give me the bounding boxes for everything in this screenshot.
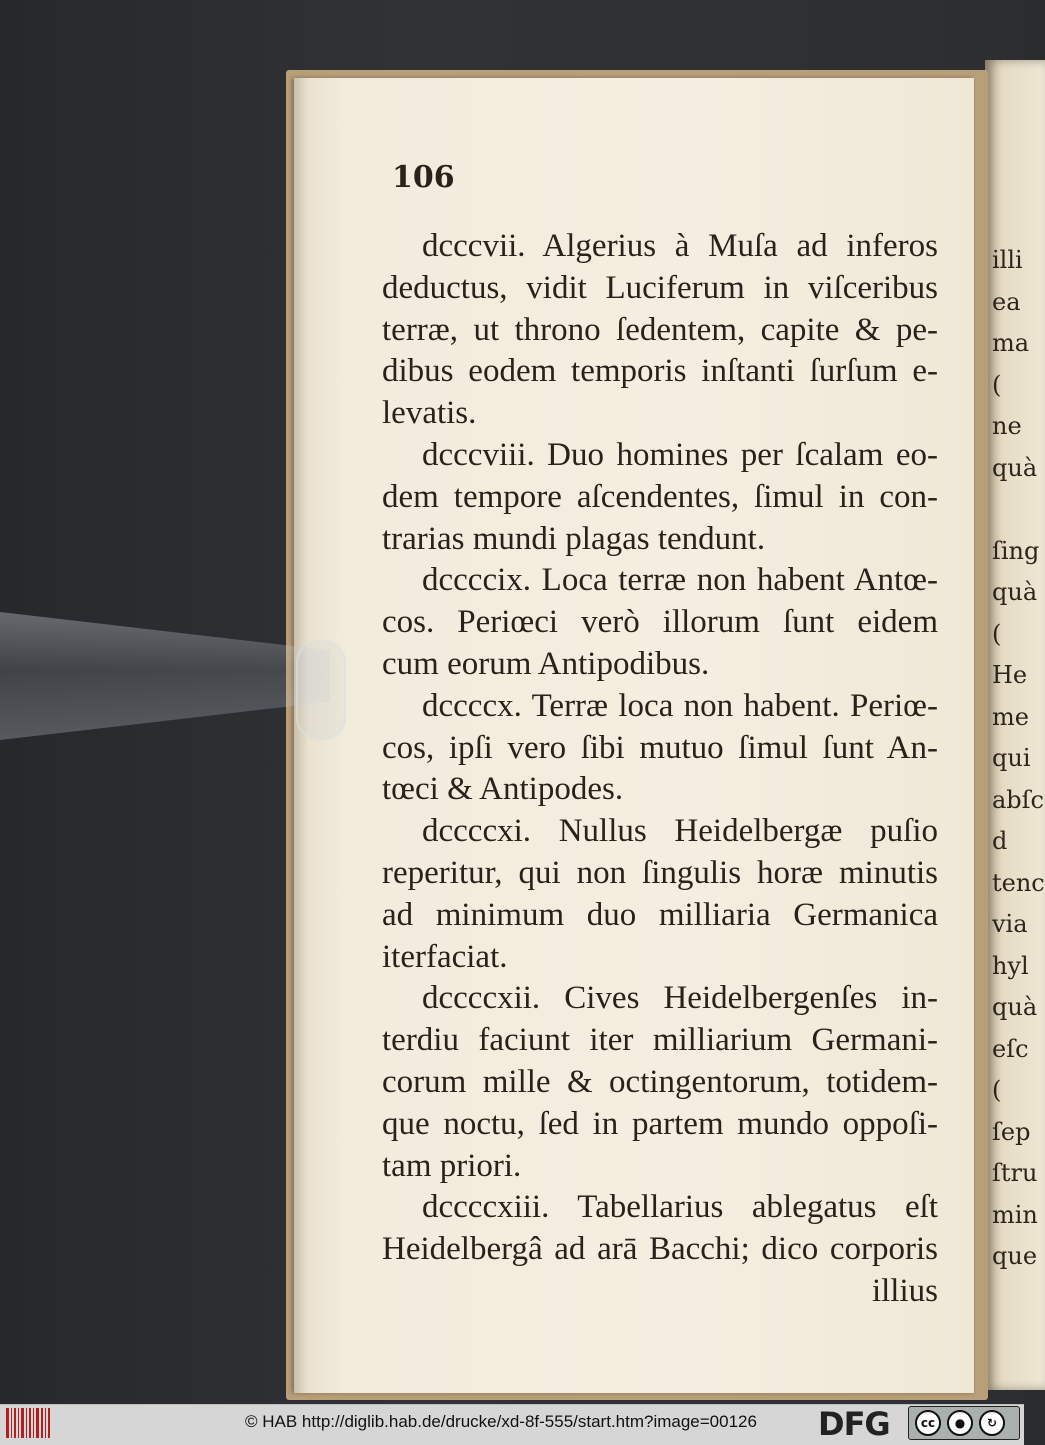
text-line: reperitur, qui non ſingulis horæ minutis [382,854,938,891]
text-line: cos, ipſi vero ſibi mutuo ſimul ſunt An- [382,729,938,766]
text-line: dem tempore aſcendentes, ſimul in con- [382,478,938,515]
text-line: dccccx. Terræ loca non habent. Periœ- [422,687,938,724]
sa-icon: ↻ [979,1410,1005,1436]
text-line: tœci & Antipodes. [382,771,624,808]
text-line: dccccxiii. Tabellarius ablegatus eſt [422,1189,938,1226]
text-line: dcccviii. Duo homines per ſcalam eo- [422,436,938,473]
text-line: dcccvii. Algerius à Muſa ad inferos [422,228,938,264]
page-text-block [382,226,938,1313]
text-line: terræ, ut throno ſedentem, capite & pe- [382,311,938,348]
text-line: trarias mundi plagas tendunt. [382,520,766,557]
text-line: que noctu, ſed in partem mundo oppoſi- [382,1105,938,1142]
text-line: ad minimum duo milliaria Germanica [382,896,938,933]
text-line: Heidelbergâ ad arā Bacchi; dico corporis [382,1231,938,1268]
dfg-logo[interactable]: DFG [818,1405,890,1443]
text-line: tam priori. [382,1147,522,1184]
text-line: levatis. [382,395,477,432]
copyright-link[interactable]: © HAB http://diglib.hab.de/drucke/xd-8f-555/start.htm?image=00126 [245,1412,757,1431]
text-line: dibus eodem temporis inſtanti ſurſum e- [382,353,938,390]
text-line: illius [871,1272,938,1309]
facing-page-text: illi ea ma ( ne quà ſing quà ( He me qui abſc d tenc via hyl quà eſc ( ſep ſtru min que [992,246,1045,1270]
text-line: dccccxi. Nullus Heidelbergæ puſio [422,813,938,850]
glass-holder-tip [296,640,346,740]
text-line: cos. Periœci verò illorum ſunt eidem [382,604,938,641]
by-icon: ● [947,1410,973,1436]
text-line: dccccix. Loca terræ non habent Antœ- [422,562,938,599]
text-line: dccccxii. Cives Heidelbergenſes in- [422,980,938,1017]
cc-icon: cc [915,1410,941,1436]
glass-holder [0,612,330,740]
text-line: cum eorum Antipodibus. [382,645,710,682]
text-line: deductus, vidit Luciferum in viſceribus [382,269,938,306]
cc-license-badge[interactable] [908,1406,1020,1440]
page-number: 106 [392,160,455,195]
hab-barcode-logo-icon [6,1408,50,1438]
text-line: iterfaciat. [382,938,508,975]
text-line: terdiu faciunt iter milliarium Germani- [382,1022,938,1059]
text-line: corum mille & octingentorum, totidem- [382,1063,938,1100]
